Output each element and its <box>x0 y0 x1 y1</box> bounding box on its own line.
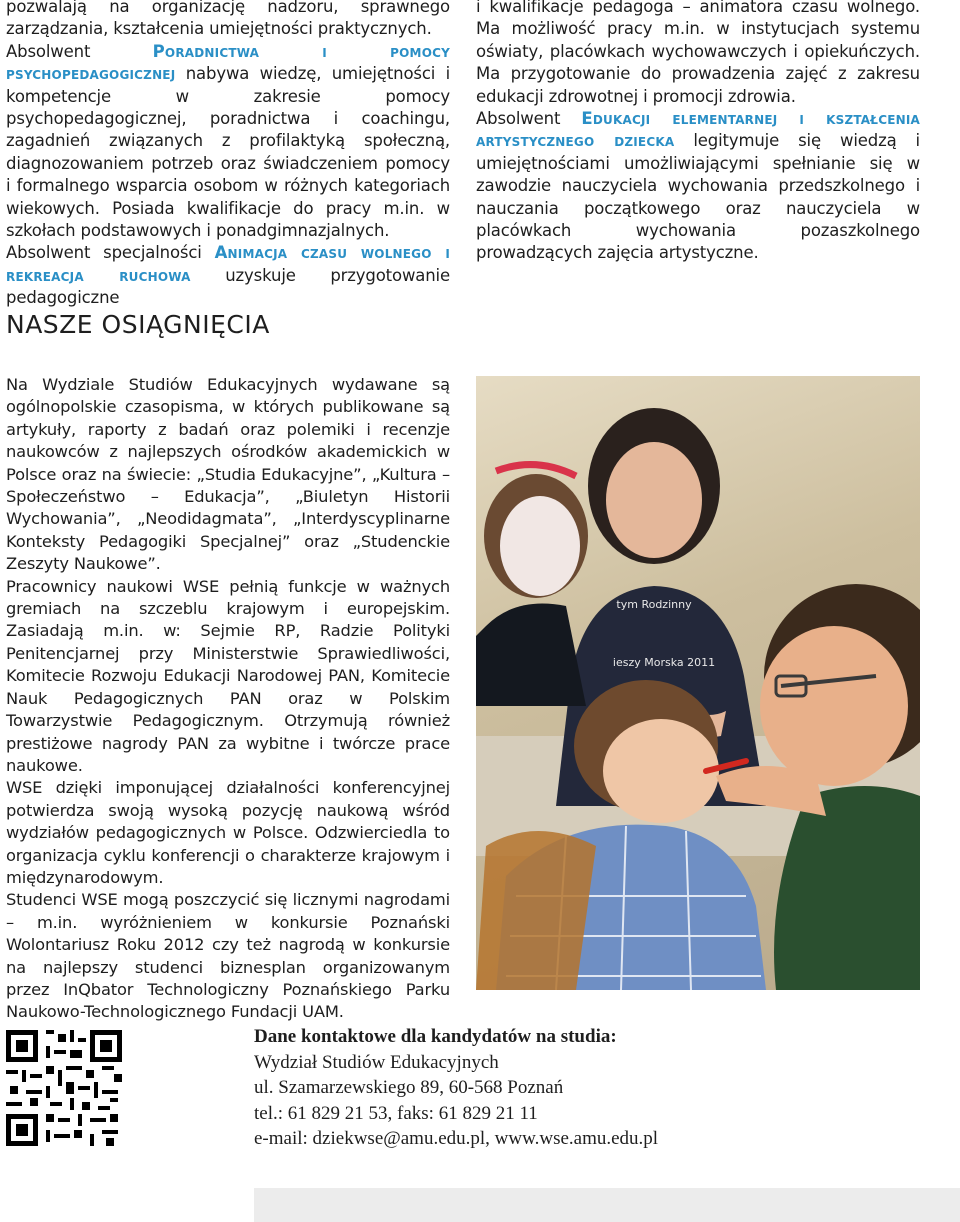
woman-face <box>606 442 702 558</box>
chair <box>476 831 596 990</box>
paragraph: i kwalifikacje pedagoga – animatora czasu wolnego. Ma możliwość pracy m.in. w instytucjach systemu oświaty, placówkach wychowawczych i opiekuńczych. Ma przygotowanie do prowadzenia zajęć z zakresu edukacji zdrowotnej i promocji zdrowia. <box>476 0 920 106</box>
achievement-paragraph: WSE dzięki imponującej działalności konferencyjnej potwierdza swoją wysoką pozycję naukową wśród wydziałów pedagogicznych w Polsce. Odzwierciedla to organizacja cyklu konferencji o charakterze krajowym i międzynarodowym. <box>6 778 450 887</box>
girl-shirt <box>476 604 586 707</box>
specialization-name: Animacja czasu wolnego i rekreacja ruchowa <box>6 243 451 285</box>
footer-bar <box>254 1188 960 1222</box>
qr-code-image <box>6 1030 122 1146</box>
contact-phone: tel.: 61 829 21 53, faks: 61 829 21 11 <box>254 1102 538 1124</box>
paragraph-text: Absolwent specjalności <box>6 243 215 263</box>
paragraph-text: legitymuje się wiedzą i umiejętnościami umożliwiającymi spełnianie się w zawodzie nauczyciela wychowania przedszkolnego i nauczania początkowego oraz nauczyciela w placówkach wychowania pozaszkolnego prowadzących zajęcia artystyczne. <box>476 131 920 263</box>
photo-illustration <box>476 376 920 990</box>
paragraph <box>6 41 450 243</box>
paragraph <box>6 242 450 309</box>
shirt-print: tym Rodzinny <box>616 598 692 611</box>
paragraph-text: Absolwent <box>6 41 153 61</box>
paragraph: pozwalają na organizację nadzoru, sprawnego zarządzania, kształcenia umiejętności praktycznych. <box>6 0 450 39</box>
contact-faculty: Wydział Studiów Edukacyjnych <box>254 1051 499 1073</box>
contact-title: Dane kontaktowe dla kandydatów na studia: <box>254 1026 617 1047</box>
photo-face-painting <box>476 376 920 990</box>
contact-address: ul. Szamarzewskiego 89, 60-568 Poznań <box>254 1077 564 1098</box>
achievement-paragraph: Pracownicy naukowi WSE pełnią funkcje w ważnych gremiach na szczeblu krajowym i europejskim. Zasiadają m.in. w: Sejmie RP, Radzie Polityki Penitencjarnej przy Ministerstwie Sprawiedliwości, Komitecie Rozwoju Edukacji Narodowej PAN, Komitecie Nauk Pedagogicznych PAN oraz w Polskim Towarzystwie Pedagogicznym. Otrzymują również prestiżowe nagrody PAN za wybitne i twórcze prace naukowe. <box>6 576 450 775</box>
shirt-print: ieszy Morska 2011 <box>612 656 716 669</box>
boy-face <box>603 719 719 823</box>
paragraph-text: Absolwent <box>476 109 582 129</box>
achievement-paragraph: Na Wydziale Studiów Edukacyjnych wydawane są ogólnopolskie czasopisma, w których publikowane są artykuły, raporty z badań oraz polemiki i recenzje naukowców z najlepszych ośrodków akademickich w Polsce oraz na świecie: „Studia Edukacyjne”, „Kultura – Społeczeństwo – Edukacja”, „Biuletyn Historii Wychowania”, „Neodidagmata”, „Interdyscyplinarne Konteksty Pedagogiki Specjalnej” oraz „Studenckie Zeszyty Naukowe”. <box>6 375 450 574</box>
intro-column-left <box>6 0 450 310</box>
paragraph <box>476 108 920 265</box>
man-face <box>760 626 908 786</box>
achievements-column <box>6 374 450 1024</box>
section-title: NASZE OSIĄGNIĘCIA <box>6 310 270 339</box>
contact-block <box>254 1024 658 1152</box>
contact-email-web[interactable]: e-mail: dziekwse@amu.edu.pl, www.wse.amu.edu.pl <box>254 1128 659 1149</box>
paragraph-text: nabywa wiedzę, umiejętności i kompetencje w zakresie pomocy psychopedagogicznej, poradnictwa i coachingu, zagadnień związanych z profilaktyką społeczną, diagnozowaniem potrzeb oraz świadczeniem pomocy i formalnego wsparcia osobom w różnych kategoriach wiekowych. Posiada kwalifikacje do pracy m.in. w szkołach podstawowych i ponadgimnazjalnych. <box>6 64 450 241</box>
qr-code[interactable] <box>6 1030 122 1146</box>
specialization-name: Poradnictwa i pomocy psychopedagogicznej <box>6 41 451 84</box>
girl-face-painted <box>500 496 580 596</box>
specialization-name: Edukacji elementarnej i kształcenia artystycznego dziecka <box>476 109 920 151</box>
paragraph-text: uzyskuje przygotowanie pedagogiczne <box>6 265 450 308</box>
achievement-paragraph: Studenci WSE mogą poszczycić się licznymi nagrodami – m.in. wyróżnieniem w konkursie Poznański Wolontariusz Roku 2012 czy też nagrodą w konkursie na najlepszy studenci biznesplan organizowanym przez InQbator Technologiczny Poznańskiego Parku Naukowo-Technologicznego Fundacji UAM. <box>6 890 450 1022</box>
intro-column-right <box>476 0 920 265</box>
